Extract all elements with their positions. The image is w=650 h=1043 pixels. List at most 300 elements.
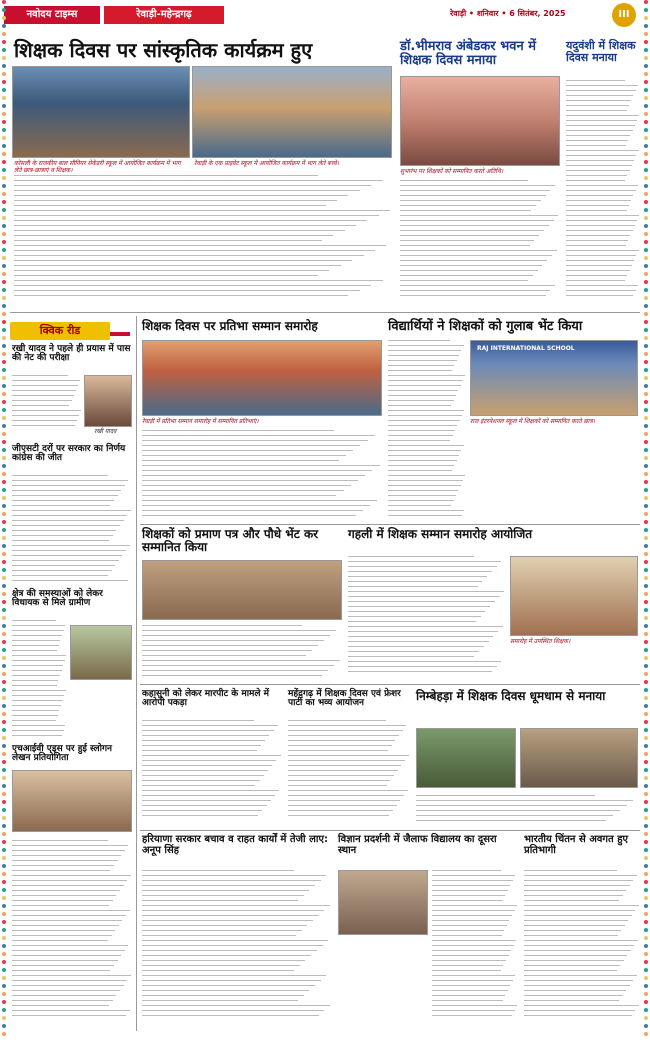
text-line — [12, 895, 116, 896]
text-line — [142, 440, 368, 441]
text-line — [388, 340, 450, 341]
edge-dot — [644, 680, 648, 684]
text-line — [288, 770, 398, 771]
text-line — [348, 606, 490, 607]
edge-dot — [644, 816, 648, 820]
text-line — [288, 815, 389, 816]
certificate-photo — [142, 560, 342, 620]
gahli-photo — [510, 556, 638, 636]
text-line — [388, 505, 451, 506]
edge-dot — [2, 776, 6, 780]
text-line — [432, 1000, 503, 1001]
text-line — [12, 425, 75, 426]
text-line — [566, 150, 639, 151]
text-line — [524, 940, 638, 941]
nimbehra-photo-left — [416, 728, 516, 788]
edge-dot — [2, 968, 6, 972]
main-headline: शिक्षक दिवस पर सांस्कृतिक कार्यक्रम हुए — [14, 38, 313, 62]
text-line — [288, 780, 390, 781]
text-line — [142, 780, 260, 781]
text-line — [566, 175, 627, 176]
text-line — [12, 405, 69, 406]
edge-dot — [644, 224, 648, 228]
text-line — [142, 655, 306, 656]
edge-dot — [2, 24, 6, 28]
text-line — [12, 655, 66, 656]
edge-dot — [644, 440, 648, 444]
edge-dot — [644, 848, 648, 852]
text-line — [142, 905, 330, 906]
text-line — [524, 1005, 639, 1006]
edge-dot — [2, 104, 6, 108]
text-line — [524, 950, 631, 951]
text-line — [14, 295, 348, 296]
text-line — [566, 195, 633, 196]
edge-dot — [644, 744, 648, 748]
text-line — [524, 975, 637, 976]
edge-dot — [2, 280, 6, 284]
text-line — [388, 410, 464, 411]
text-line — [14, 230, 345, 231]
edge-dot — [2, 1000, 6, 1004]
text-line — [12, 420, 77, 421]
text-line — [12, 665, 63, 666]
text-line — [142, 750, 257, 751]
text-line — [566, 90, 636, 91]
text-line — [566, 185, 638, 186]
text-line — [566, 215, 639, 216]
text-line — [388, 395, 456, 396]
edge-dot — [644, 528, 648, 532]
edge-dot — [644, 344, 648, 348]
edge-dot — [2, 224, 6, 228]
edge-dot — [2, 496, 6, 500]
edge-dot — [644, 472, 648, 476]
edge-dot — [644, 136, 648, 140]
text-line — [288, 765, 401, 766]
edge-dot — [2, 440, 6, 444]
text-line — [142, 755, 281, 756]
text-line — [12, 710, 59, 711]
text-line — [142, 465, 380, 466]
text-line — [14, 265, 341, 266]
text-line — [524, 925, 625, 926]
edge-dot — [2, 752, 6, 756]
divider-top — [10, 312, 640, 313]
text-line — [142, 955, 311, 956]
pratibha-body-text — [142, 430, 382, 520]
edge-dot — [2, 328, 6, 332]
text-line — [12, 705, 61, 706]
edge-dot — [2, 824, 6, 828]
text-line — [400, 215, 558, 216]
edge-dot — [644, 144, 648, 148]
text-line — [566, 80, 625, 81]
quick-read-item1-text — [12, 375, 82, 430]
text-line — [400, 190, 550, 191]
science-body-text — [432, 870, 518, 1020]
edge-dot — [2, 352, 6, 356]
pratibha-caption: रेवाड़ी में प्रतिभा सम्मान समारोह में सम्मानित प्रतिभाएं। — [142, 418, 259, 425]
edge-dot — [644, 368, 648, 372]
sidebar-headline: यदुवंशी में शिक्षक दिवस मनाया — [566, 39, 636, 64]
text-line — [524, 965, 620, 966]
text-line — [12, 890, 120, 891]
edge-dot — [2, 360, 6, 364]
text-line — [14, 255, 364, 256]
edge-dot — [644, 600, 648, 604]
text-line — [388, 475, 465, 476]
text-line — [566, 145, 626, 146]
text-line — [388, 465, 454, 466]
edge-dot — [2, 952, 6, 956]
paper-name: नवोदय टाइम्स — [4, 6, 100, 24]
text-line — [288, 760, 405, 761]
text-line — [14, 285, 371, 286]
text-line — [142, 455, 346, 456]
text-line — [566, 295, 633, 296]
text-line — [400, 250, 557, 251]
text-line — [12, 570, 112, 571]
text-line — [142, 515, 356, 516]
text-line — [388, 385, 461, 386]
text-line — [524, 1015, 632, 1016]
edge-dot — [644, 120, 648, 124]
edge-dot — [2, 648, 6, 652]
text-line — [12, 515, 127, 516]
edge-dot — [644, 672, 648, 676]
text-line — [388, 450, 461, 451]
text-line — [524, 905, 639, 906]
text-line — [566, 290, 636, 291]
edge-dot — [2, 608, 6, 612]
divider-lower — [140, 684, 640, 685]
edge-dot — [2, 536, 6, 540]
quick-read-item1-photo — [84, 375, 132, 427]
edge-dot — [2, 1016, 6, 1020]
quick-read-item3-photo — [70, 625, 132, 680]
mahendragarh-body-text — [288, 720, 410, 820]
text-line — [400, 205, 536, 206]
text-line — [432, 875, 515, 876]
edge-dot — [644, 48, 648, 52]
nimbehra-headline: निम्बेहड़ा में शिक्षक दिवस धूमधाम से मनाया — [416, 689, 606, 703]
text-line — [12, 495, 118, 496]
edge-dot — [644, 904, 648, 908]
edge-dot — [2, 464, 6, 468]
edge-dot — [2, 544, 6, 548]
text-line — [142, 650, 312, 651]
edge-dot — [2, 920, 6, 924]
text-line — [432, 990, 508, 991]
edge-dot — [2, 16, 6, 20]
edge-dot — [2, 56, 6, 60]
text-line — [400, 230, 544, 231]
edge-dot — [644, 1016, 648, 1020]
text-line — [142, 775, 264, 776]
edge-dot — [2, 96, 6, 100]
gahli-headline: गहली में शिक्षक सम्मान समारोह आयोजित — [348, 527, 533, 541]
science-photo — [338, 870, 428, 935]
text-line — [566, 110, 627, 111]
text-line — [432, 900, 503, 901]
edge-dot — [2, 688, 6, 692]
bhartiya-body-text — [524, 870, 640, 1020]
edge-dot — [2, 744, 6, 748]
text-line — [142, 450, 353, 451]
text-line — [142, 870, 294, 871]
edge-dot — [2, 656, 6, 660]
text-line — [142, 435, 375, 436]
edge-dot — [2, 976, 6, 980]
issue-date: रेवाड़ी • शनिवार • 6 सितंबर, 2025 — [450, 9, 566, 18]
text-line — [388, 405, 451, 406]
edge-dot — [2, 736, 6, 740]
text-line — [14, 275, 318, 276]
edge-dot — [644, 96, 648, 100]
text-line — [12, 400, 72, 401]
text-line — [566, 125, 635, 126]
text-line — [12, 580, 128, 581]
edge-dot — [2, 552, 6, 556]
edge-dot — [644, 936, 648, 940]
text-line — [12, 900, 113, 901]
text-line — [524, 910, 635, 911]
text-line — [142, 895, 304, 896]
text-line — [400, 280, 528, 281]
edge-dot — [2, 448, 6, 452]
text-line — [142, 990, 309, 991]
edge-dot — [644, 256, 648, 260]
text-line — [12, 560, 119, 561]
edge-dot — [644, 840, 648, 844]
text-line — [566, 250, 639, 251]
text-line — [142, 475, 365, 476]
text-line — [348, 556, 474, 557]
edge-dot — [2, 152, 6, 156]
edge-dot — [2, 88, 6, 92]
text-line — [566, 115, 639, 116]
text-line — [142, 790, 279, 791]
text-line — [12, 985, 124, 986]
text-line — [288, 800, 400, 801]
text-line — [566, 220, 637, 221]
gahli-caption: समारोह में उपस्थित शिक्षक। — [510, 638, 571, 645]
edge-dot — [644, 968, 648, 972]
text-line — [566, 140, 628, 141]
edge-dot — [2, 960, 6, 964]
text-line — [566, 265, 632, 266]
text-line — [348, 626, 503, 627]
text-line — [388, 400, 454, 401]
edge-dot — [2, 120, 6, 124]
text-line — [142, 510, 363, 511]
edge-dot — [644, 184, 648, 188]
text-line — [14, 210, 390, 211]
edge-dot — [644, 32, 648, 36]
school-banner: RAJ INTERNATIONAL SCHOOL — [477, 345, 575, 352]
text-line — [142, 810, 262, 811]
divider-bottom — [140, 830, 640, 831]
text-line — [12, 520, 124, 521]
edge-dot — [2, 392, 6, 396]
edge-dot — [644, 520, 648, 524]
edge-dot — [2, 176, 6, 180]
text-line — [388, 500, 454, 501]
rose-body-text — [388, 340, 466, 520]
text-line — [12, 535, 113, 536]
edge-dot — [644, 152, 648, 156]
text-line — [12, 385, 78, 386]
text-line — [432, 935, 502, 936]
text-line — [348, 671, 492, 672]
edge-dot — [2, 712, 6, 716]
edge-dot — [644, 232, 648, 236]
edge-dot — [2, 304, 6, 308]
text-line — [348, 581, 482, 582]
edge-dot — [2, 264, 6, 268]
text-line — [400, 275, 533, 276]
text-line — [12, 625, 65, 626]
quick-read-item4-text — [12, 840, 132, 1020]
text-line — [142, 875, 326, 876]
edge-dot — [644, 688, 648, 692]
edge-dot — [2, 944, 6, 948]
edge-dot — [644, 72, 648, 76]
text-line — [142, 910, 324, 911]
text-line — [12, 475, 108, 476]
text-line — [432, 980, 513, 981]
text-line — [12, 505, 110, 506]
edge-dot — [2, 992, 6, 996]
text-line — [12, 550, 126, 551]
page-number: III — [612, 3, 636, 27]
text-line — [388, 515, 462, 516]
text-line — [432, 950, 511, 951]
text-line — [12, 500, 114, 501]
edge-dot — [2, 784, 6, 788]
text-line — [142, 495, 336, 496]
edge-dot — [2, 760, 6, 764]
edge-dot — [644, 592, 648, 596]
edge-dot — [2, 768, 6, 772]
edge-dot — [2, 408, 6, 412]
text-line — [12, 965, 114, 966]
text-line — [12, 880, 127, 881]
quick-read-item4-headline: एचआईवी एड्स पर हुई स्लोगन लेखन प्रतियोगिता — [12, 744, 113, 764]
text-line — [142, 1015, 319, 1016]
text-line — [12, 690, 66, 691]
text-line — [348, 621, 476, 622]
text-line — [400, 200, 541, 201]
edge-dot — [2, 320, 6, 324]
nimbehra-body-text — [416, 795, 640, 825]
text-line — [14, 235, 333, 236]
text-line — [14, 205, 326, 206]
text-line — [142, 760, 276, 761]
edge-dot — [644, 264, 648, 268]
text-line — [388, 435, 453, 436]
text-line — [142, 795, 275, 796]
text-line — [12, 415, 79, 416]
text-line — [12, 700, 63, 701]
pratibha-headline: शिक्षक दिवस पर प्रतिभा सम्मान समारोह — [142, 319, 318, 333]
text-line — [142, 915, 319, 916]
text-line — [400, 285, 555, 286]
text-line — [566, 85, 638, 86]
text-line — [524, 880, 633, 881]
text-line — [566, 190, 636, 191]
text-line — [432, 925, 507, 926]
text-line — [12, 950, 125, 951]
edge-dot — [644, 352, 648, 356]
main-body-text — [14, 175, 394, 300]
text-line — [142, 880, 321, 881]
text-line — [142, 945, 323, 946]
text-line — [348, 566, 497, 567]
text-line — [566, 275, 627, 276]
text-line — [142, 900, 298, 901]
text-line — [400, 245, 530, 246]
text-line — [566, 280, 625, 281]
edge-dot — [644, 896, 648, 900]
text-line — [142, 970, 294, 971]
edge-dot — [2, 344, 6, 348]
text-line — [142, 890, 309, 891]
text-line — [400, 260, 547, 261]
text-line — [12, 885, 124, 886]
edge-dot — [644, 320, 648, 324]
text-line — [388, 420, 460, 421]
text-line — [566, 285, 638, 286]
text-line — [432, 1005, 517, 1006]
text-line — [142, 445, 360, 446]
text-line — [388, 375, 465, 376]
edge-dot — [644, 240, 648, 244]
text-line — [432, 910, 515, 911]
edge-dot — [2, 880, 6, 884]
text-line — [348, 636, 493, 637]
text-line — [288, 790, 408, 791]
edge-dot — [2, 568, 6, 572]
text-line — [416, 805, 627, 806]
text-line — [12, 995, 116, 996]
text-line — [142, 675, 322, 676]
edge-dot — [2, 112, 6, 116]
edge-dot — [2, 872, 6, 876]
edge-dot — [2, 480, 6, 484]
edge-dot — [2, 928, 6, 932]
text-line — [432, 880, 513, 881]
text-line — [400, 235, 539, 236]
edge-dot — [2, 664, 6, 668]
text-line — [400, 240, 534, 241]
edge-dot — [644, 104, 648, 108]
edge-dot — [644, 296, 648, 300]
edge-dot — [644, 984, 648, 988]
text-line — [12, 410, 81, 411]
edge-dot — [644, 408, 648, 412]
edge-dot — [2, 272, 6, 276]
edge-dot — [2, 32, 6, 36]
text-line — [12, 940, 108, 941]
text-line — [388, 390, 458, 391]
certificate-body-text — [142, 625, 342, 680]
text-line — [14, 240, 322, 241]
text-line — [416, 795, 595, 796]
text-line — [142, 930, 302, 931]
edge-dot — [2, 632, 6, 636]
